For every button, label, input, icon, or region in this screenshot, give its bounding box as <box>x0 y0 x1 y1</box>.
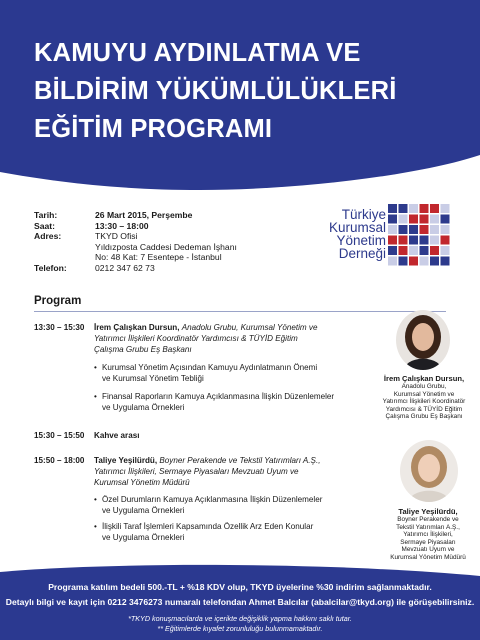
event-info <box>34 210 237 274</box>
logo-grid-square <box>409 246 418 255</box>
title-line-1: KAMUYU AYDINLATMA VE <box>34 39 361 67</box>
info-address-row <box>34 231 237 242</box>
logo-grid-square <box>420 257 429 266</box>
session-1-speaker: İrem Çalışkan Dursun, <box>94 323 180 332</box>
speaker-1-name: İrem Çalışkan Dursun, <box>383 374 465 383</box>
speaker-2-line-6: Kurumsal Yönetim Müdürü <box>390 553 466 561</box>
logo-grid-square <box>420 236 429 245</box>
time-value: 13:30 – 18:00 <box>95 220 149 231</box>
logo-grid-square <box>399 236 408 245</box>
time-label: Saat: <box>34 220 56 231</box>
session-1-affiliation-2: Yatırımcı İlişkileri Koordinatör Yardımcısı & TÜYİD Eğitim <box>94 334 298 344</box>
session-1-time: 13:30 – 15:30 <box>34 323 85 332</box>
speaker-1-line-2: Kurumsal Yönetim ve <box>393 390 455 398</box>
phone-label: Telefon: <box>34 262 67 273</box>
logo-line-4: Derneği <box>338 246 386 261</box>
session-2-affiliation-2: Yatırımcı İlişkileri, Sermaye Piyasaları Mevzuatı Uyum ve <box>94 467 299 477</box>
session-1-bullet-1-line-1: Kurumsal Yönetim Açısından Kamuyu Aydınlatmanın Önemi <box>102 363 318 372</box>
title-line-2: BİLDİRİM YÜKÜMLÜLÜKLERİ <box>34 77 397 105</box>
logo-grid-square <box>388 204 397 213</box>
logo-grid-square <box>441 246 450 255</box>
logo-grid-square <box>430 236 439 245</box>
logo-grid-square <box>399 246 408 255</box>
session-2 <box>34 455 394 495</box>
logo-grid-square <box>441 204 450 213</box>
tkyd-logo <box>318 202 466 270</box>
logo-grid-square <box>388 225 397 234</box>
program-heading: Program <box>34 295 82 307</box>
speaker-2-line-2: Tekstil Yatırımları A.Ş., <box>396 523 460 531</box>
date-label: Tarih: <box>34 210 58 220</box>
footer-contact-text: Detaylı bilgi ve kayıt için 0212 3476273 numaralı telefondan Ahmet Balcılar (abalcilar@tkyd.org) ile görüşebilirsiniz. <box>5 597 475 607</box>
logo-grid-square <box>420 246 429 255</box>
logo-grid-icon <box>388 204 452 268</box>
session-1-bullet-2-line-2: ve Uygulama Örnekleri <box>102 403 185 413</box>
session-2-bullet-2-line-1: İlişkili Taraf İşlemleri Kapsamında Özellik Arz Eden Konular <box>102 522 314 531</box>
break-time: 15:30 – 15:50 <box>34 431 85 440</box>
logo-grid-square <box>399 225 408 234</box>
session-2-speaker: Taliye Yeşilürdü, <box>94 456 158 465</box>
info-phone-row <box>34 263 237 274</box>
speaker-2-name: Taliye Yeşilürdü, <box>398 507 458 516</box>
address-line-1: TKYD Ofisi <box>95 231 138 242</box>
session-1-bullet-1 <box>94 362 394 384</box>
break-label: Kahve arası <box>94 431 140 440</box>
speaker-2-portrait-image <box>400 440 458 502</box>
logo-grid-square <box>409 257 418 266</box>
date-value: 26 Mart 2015, Perşembe <box>95 210 193 220</box>
logo-grid-square <box>409 204 418 213</box>
program-top-rule <box>34 311 446 312</box>
logo-grid-square <box>399 257 408 266</box>
logo-line-2: Kurumsal <box>328 220 386 235</box>
logo-grid-square <box>409 215 418 224</box>
session-2-affiliation-1: Boyner Perakende ve Tekstil Yatırımları A.Ş., <box>159 456 321 465</box>
logo-grid-square <box>388 257 397 266</box>
session-1-affiliation-3: Çalışma Grubu Eş Başkanı <box>94 345 192 355</box>
footer-note-2: ** Eğitimlerde kıyafet zorunluluğu bulunmamaktadır. <box>157 624 323 633</box>
logo-line-3: Yönetim <box>336 233 386 248</box>
speaker-1-portrait-image <box>396 310 450 370</box>
logo-grid-square <box>441 257 450 266</box>
logo-grid-square <box>388 246 397 255</box>
logo-grid-square <box>409 236 418 245</box>
session-1-description <box>94 322 394 356</box>
speaker-2-line-1: Boyner Perakende ve <box>397 516 459 523</box>
logo-line-1: Türkiye <box>341 207 386 222</box>
session-2-time: 15:50 – 18:00 <box>34 456 85 465</box>
address-line-3: No: 48 Kat: 7 Esentepe - İstanbul <box>95 252 222 263</box>
logo-text <box>316 208 386 260</box>
speaker-1-caption <box>372 374 476 421</box>
address-line-2: Yıldızposta Caddesi Dedeman İşhanı <box>95 241 237 252</box>
speaker-1-line-4: Yardımcısı & TÜYİD Eğitim <box>385 405 463 413</box>
logo-grid-square <box>430 246 439 255</box>
speaker-1-line-1: Anadolu Grubu, <box>401 383 447 390</box>
speaker-2-caption <box>378 507 478 562</box>
logo-grid-square <box>420 215 429 224</box>
logo-grid-square <box>399 204 408 213</box>
footer-note-1: *TKYD konuşmacılarda ve içerikte değişiklik yapma hakkını saklı tutar. <box>128 614 352 623</box>
logo-grid-square <box>409 225 418 234</box>
speaker-2-line-4: Sermaye Piyasaları <box>400 538 456 546</box>
speaker-1-line-3: Yatırımcı İlişkileri Koordinatör <box>382 398 466 406</box>
session-2-affiliation-3: Kurumsal Yönetim Müdürü <box>94 478 190 488</box>
speaker-2-photo <box>400 440 458 502</box>
session-2-bullet-1 <box>94 494 394 516</box>
logo-grid-square <box>388 236 397 245</box>
info-date-row <box>34 210 237 221</box>
logo-grid-square <box>430 225 439 234</box>
logo-grid-square <box>441 225 450 234</box>
session-1-bullet-2-line-1: Finansal Raporların Kamuya Açıklanmasına İlişkin Düzenlemeler <box>102 392 335 401</box>
session-1-bullet-2 <box>94 391 394 413</box>
logo-grid-square <box>420 225 429 234</box>
logo-grid-square <box>420 204 429 213</box>
session-2-bullet-2-line-2: ve Uygulama Örnekleri <box>102 533 185 543</box>
logo-grid-square <box>441 236 450 245</box>
session-2-bullet-1-line-2: ve Uygulama Örnekleri <box>102 506 185 516</box>
session-1-affiliation-1: Anadolu Grubu, Kurumsal Yönetim ve <box>181 323 318 332</box>
address-label: Adres: <box>34 231 62 242</box>
session-2-bullet-2 <box>94 521 394 543</box>
logo-grid-square <box>430 204 439 213</box>
session-2-description <box>94 455 394 489</box>
title-line-3: EĞİTİM PROGRAMI <box>34 115 273 143</box>
session-1-bullet-1-line-2: ve Kurumsal Yönetim Tebliği <box>102 374 204 384</box>
logo-grid-square <box>441 215 450 224</box>
session-2-bullet-1-line-1: Özel Durumların Kamuya Açıklanmasına İlişkin Düzenlemeler <box>102 495 323 504</box>
page-title <box>34 34 464 148</box>
footer-fee-text: Programa katılım bedeli 500.-TL + %18 KDV olup, TKYD üyelerine %30 indirim sağlanmaktadır. <box>48 582 432 592</box>
info-time-row <box>34 221 237 232</box>
speaker-2-line-5: Mevzuatı Uyum ve <box>401 546 455 554</box>
speaker-1-photo <box>396 310 450 370</box>
phone-value: 0212 347 62 73 <box>95 262 155 273</box>
logo-grid-square <box>430 257 439 266</box>
speaker-1-line-5: Çalışma Grubu Eş Başkanı <box>385 413 463 421</box>
logo-grid-square <box>430 215 439 224</box>
logo-grid-square <box>388 215 397 224</box>
speaker-2-line-3: Yatırımcı İlişkileri, <box>403 531 453 539</box>
logo-grid-square <box>399 215 408 224</box>
